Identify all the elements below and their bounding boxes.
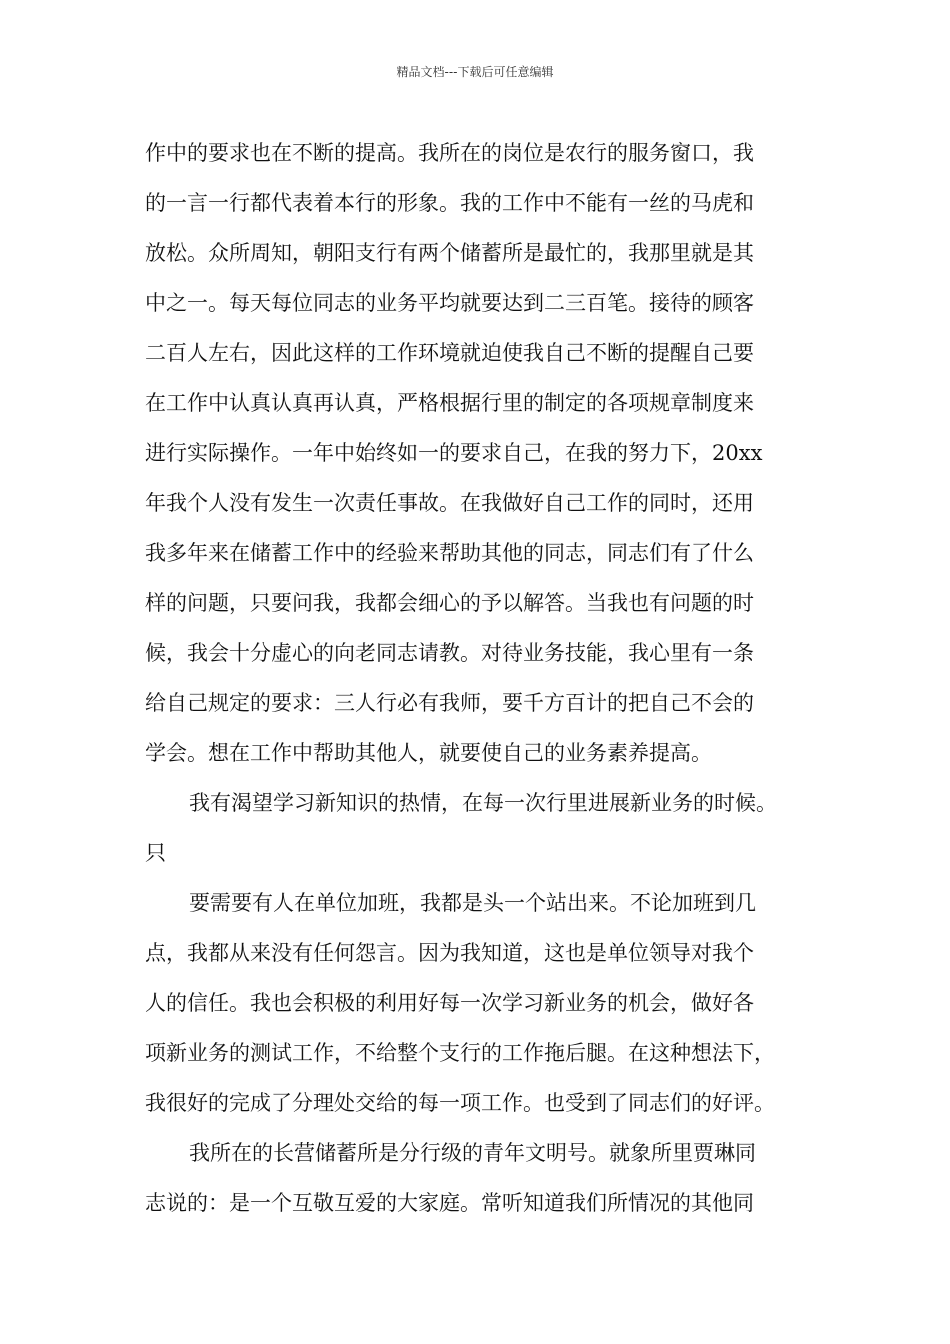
text-line: 作中的要求也在不断的提高。我所在的岗位是农行的服务窗口，我: [145, 141, 754, 165]
text-line: 年我个人没有发生一次责任事故。在我做好自己工作的同时，还用: [145, 491, 754, 515]
text-line: 中之一。每天每位同志的业务平均就要达到二三百笔。接待的顾客: [145, 291, 754, 315]
text-line: 给自己规定的要求：三人行必有我师，要千方百计的把自己不会的: [145, 691, 754, 715]
text-line: 人的信任。我也会积极的利用好每一次学习新业务的机会，做好各: [145, 991, 754, 1015]
text-line: 只: [145, 841, 166, 865]
paragraph-first-line: 我有渴望学习新知识的热情，在每一次行里进展新业务的时候。: [189, 791, 777, 815]
paragraph-first-line: 我所在的长营储蓄所是分行级的青年文明号。就象所里贾琳同: [189, 1141, 756, 1165]
text-line: 样的问题，只要问我，我都会细心的予以解答。当我也有问题的时: [145, 591, 754, 615]
page-header: 精品文档---下载后可任意编辑: [396, 65, 554, 79]
text-line: 二百人左右，因此这样的工作环境就迫使我自己不断的提醒自己要: [145, 341, 754, 365]
paragraph-first-line: 要需要有人在单位加班，我都是头一个站出来。不论加班到几: [189, 891, 756, 915]
text-line: 放松。众所周知，朝阳支行有两个储蓄所是最忙的，我那里就是其: [145, 241, 754, 265]
text-line: 我很好的完成了分理处交给的每一项工作。也受到了同志们的好评。: [145, 1091, 775, 1115]
text-line: 项新业务的测试工作，不给整个支行的工作拖后腿。在这种想法下，: [145, 1041, 775, 1065]
text-line: 候，我会十分虚心的向老同志请教。对待业务技能，我心里有一条: [145, 641, 754, 665]
text-line: 学会。想在工作中帮助其他人，就要使自己的业务素养提高。: [145, 741, 712, 765]
text-line: 在工作中认真认真再认真，严格根据行里的制定的各项规章制度来: [145, 391, 754, 415]
text-line: 志说的：是一个互敬互爱的大家庭。常听知道我们所情况的其他同: [145, 1191, 754, 1215]
text-line: 进行实际操作。一年中始终如一的要求自己，在我的努力下，20xx: [145, 441, 763, 465]
text-line: 点，我都从来没有任何怨言。因为我知道，这也是单位领导对我个: [145, 941, 754, 965]
text-line: 我多年来在储蓄工作中的经验来帮助其他的同志，同志们有了什么: [145, 541, 754, 565]
text-line: 的一言一行都代表着本行的形象。我的工作中不能有一丝的马虎和: [145, 191, 754, 215]
